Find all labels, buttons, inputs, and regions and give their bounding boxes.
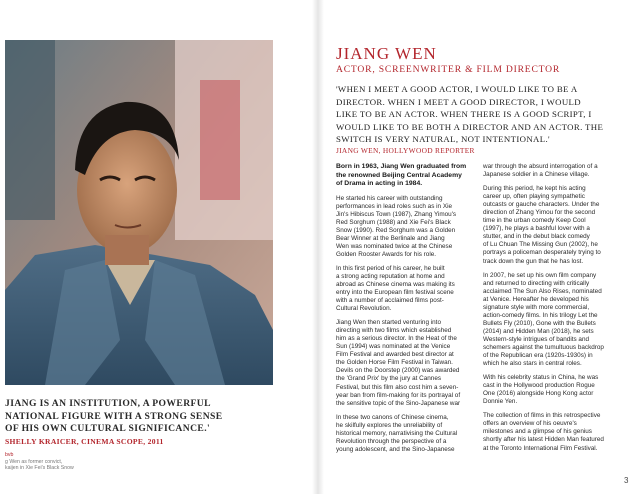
body-line: Golden Rooster Awards for his role. <box>336 250 437 258</box>
body-line: Wen was nominated twice at the Chinese <box>336 242 453 250</box>
body-line: directing with two films which established <box>336 327 452 335</box>
body-line: of Drama in acting in 1984. <box>336 180 423 187</box>
body-paragraph <box>336 163 474 189</box>
body-line: the 'Grand Prix' by the jury at Cannes <box>336 375 442 383</box>
body-line: Red Sorghum (1988) and Xie Fei's Black <box>336 218 451 226</box>
body-line: of Lu Chuan The Missing Gun (2002), he <box>483 241 598 249</box>
body-line: Film Festival and awarded best director at <box>336 351 454 359</box>
body-line: Donnie Yen. <box>483 398 518 406</box>
body-line: outcasts or gauche characters. Under the <box>483 201 600 209</box>
body-line: a strong acting reputation at home and <box>336 272 445 280</box>
body-line: Devils on the Doorstep (2000) was awarded <box>336 367 460 375</box>
body-line: young adolescent, and the Sino-Japanese <box>336 445 455 453</box>
quote-line: LIKE TO BE AN ACTOR. WHEN THERE IS A GOOD SCRIPT, I <box>336 109 592 120</box>
body-line: stutter, and in the debut black comedy <box>483 233 590 241</box>
body-line: Jiang Wen then started venturing into <box>336 319 441 327</box>
body-line: the renowned Beijing Central Academy <box>336 171 462 179</box>
body-line: With his celebrity status in China, he was <box>483 374 599 382</box>
body-line: performances in lead roles such as in Xie <box>336 202 453 210</box>
body-line: Snow (1990). Red Sorghum was a Golden <box>336 226 456 234</box>
body-line: Western-style intrigues of bandits and <box>483 335 590 343</box>
body-line: signature style with more commercial, <box>483 303 590 311</box>
body-line: shortly after his latest Hidden Man featured <box>483 436 604 444</box>
quote-line: DIRECTOR. WHEN I MEET A GOOD DIRECTOR, I WOULD <box>336 96 581 107</box>
body-line: offers an overview of his oeuvre's <box>483 420 577 428</box>
body-line: One (2016) alongside Hong Kong actor <box>483 390 594 398</box>
body-paragraph <box>483 412 625 452</box>
pull-quote-attribution: SHELLY KRAICER, CINEMA SCOPE, 2011 <box>5 436 164 446</box>
body-paragraph <box>336 319 474 408</box>
quote-attribution: JIANG WEN, HOLLYWOOD REPORTER <box>336 145 475 155</box>
body-line: Japanese soldier in a Chinese village. <box>483 171 590 179</box>
body-line: the Golden Horse Film Festival in Taiwan. <box>336 359 453 367</box>
quote-line: 'WHEN I MEET A GOOD ACTOR, I WOULD LIKE TO BE A <box>336 84 578 94</box>
body-line: and returned to directing with critically <box>483 279 590 287</box>
body-line: which he also stars in central roles. <box>483 360 582 368</box>
body-column-1 <box>336 163 474 454</box>
body-line: cast in the Hollywood production Rogue <box>483 382 595 390</box>
body-line: (1997), he plays a bashful lover with a <box>483 225 590 233</box>
body-line: historical memory, narrativising the Cultural <box>336 429 458 437</box>
body-line: milestones and a glimpse of his genius <box>483 428 592 436</box>
body-line: action-comedy films. In his trilogy Let the <box>483 311 598 319</box>
page-subtitle: ACTOR, SCREENWRITER & FILM DIRECTOR <box>336 64 561 75</box>
body-line: acclaimed The Sun Also Rises, nominated <box>483 287 602 295</box>
caption-line: kaijen in Xie Fei's Black Snow <box>5 465 74 472</box>
body-paragraph <box>336 195 474 259</box>
body-line: him as a serious director. In the Heat of the <box>336 335 457 343</box>
body-line: Bear Winner at the Berlinale and Jiang <box>336 234 445 242</box>
body-column-2 <box>483 163 625 453</box>
pull-quote-line: OF HIS OWN CULTURAL SIGNIFICANCE.' <box>5 423 211 434</box>
body-line: Jin's Hibiscus Town (1987), Zhang Yimou's <box>336 210 457 218</box>
photo-caption <box>5 452 125 472</box>
body-line: In this first period of his career, he built <box>336 264 445 272</box>
body-line: Bullets Fly (2010), Gone with the Bullets <box>483 319 596 327</box>
body-line: of the Republican era (1920s-1930s) in <box>483 352 593 360</box>
body-line: war through the absurd interrogation of a <box>483 163 598 170</box>
body-line: Sun (1994) was nominated at the Venice <box>336 343 451 351</box>
body-paragraph <box>483 185 625 265</box>
body-line: at the Toronto International Film Festival. <box>483 444 598 452</box>
page-gutter <box>312 0 324 494</box>
portrait-photo <box>5 40 273 385</box>
featured-quote <box>336 83 632 155</box>
body-line: abroad as Chinese cinema was making its <box>336 280 455 288</box>
body-line: schemers against the tumultuous backdrop <box>483 343 604 351</box>
body-paragraph <box>483 272 625 369</box>
body-line: at Venice. Hereafter he developed his <box>483 295 589 303</box>
body-line: Revolution through the perspective of a <box>336 437 447 445</box>
body-line: In 2007, he set up his own film company <box>483 271 597 279</box>
body-paragraph <box>483 374 625 406</box>
body-line: During this period, he kept his acting <box>483 185 586 193</box>
body-line: portrays a policeman desperately trying to <box>483 249 601 257</box>
body-line: track down the gun that he has lost. <box>483 257 584 265</box>
body-line: he skilfully explores the unreliability of <box>336 421 443 429</box>
quote-line: SWITCH IS VERY NATURAL, NOT INTENTIONAL.' <box>336 134 550 145</box>
body-line: entry into the European film festival scene <box>336 289 454 297</box>
pull-quote-line: NATIONAL FIGURE WITH A STRONG SENSE <box>5 410 223 422</box>
quote-line: WOULD LIKE TO BE BOTH A DIRECTOR AND AN ACTOR. THE <box>336 121 604 132</box>
page-title: JIANG WEN <box>336 44 437 63</box>
body-line: time in the urban comedy Keep Cool <box>483 217 586 225</box>
body-paragraph <box>483 163 625 179</box>
body-line: with a number of acclaimed films post- <box>336 297 444 305</box>
body-paragraph <box>336 414 474 454</box>
caption-line: bvb <box>5 452 14 458</box>
body-line: Born in 1963, Jiang Wen graduated from <box>336 163 467 170</box>
body-paragraph <box>336 265 474 313</box>
caption-line: g Wen as former convict, <box>5 458 63 465</box>
body-line: Cultural Revolution. <box>336 305 392 313</box>
body-line: year ban from film-making for its portrayal of <box>336 391 461 399</box>
body-line: He started his career with outstanding <box>336 194 443 202</box>
body-line: Festival, but this film also cost him a seven- <box>336 383 459 391</box>
pull-quote-line: JIANG IS AN INSTITUTION, A POWERFUL <box>5 398 211 409</box>
body-line: The collection of films in this retrospective <box>483 412 601 420</box>
body-line: direction of Zhang Yimou for the second <box>483 209 596 217</box>
body-line: (2014) and Hidden Man (2018), he sets <box>483 327 594 335</box>
page-number: 3 <box>624 476 629 485</box>
body-line: the sensitive topic of the Sino-Japanese war <box>336 399 461 407</box>
body-line: In these two canons of Chinese cinema, <box>336 413 449 421</box>
left-pull-quote <box>5 398 275 446</box>
body-line: career up, often playing sympathetic <box>483 193 585 201</box>
